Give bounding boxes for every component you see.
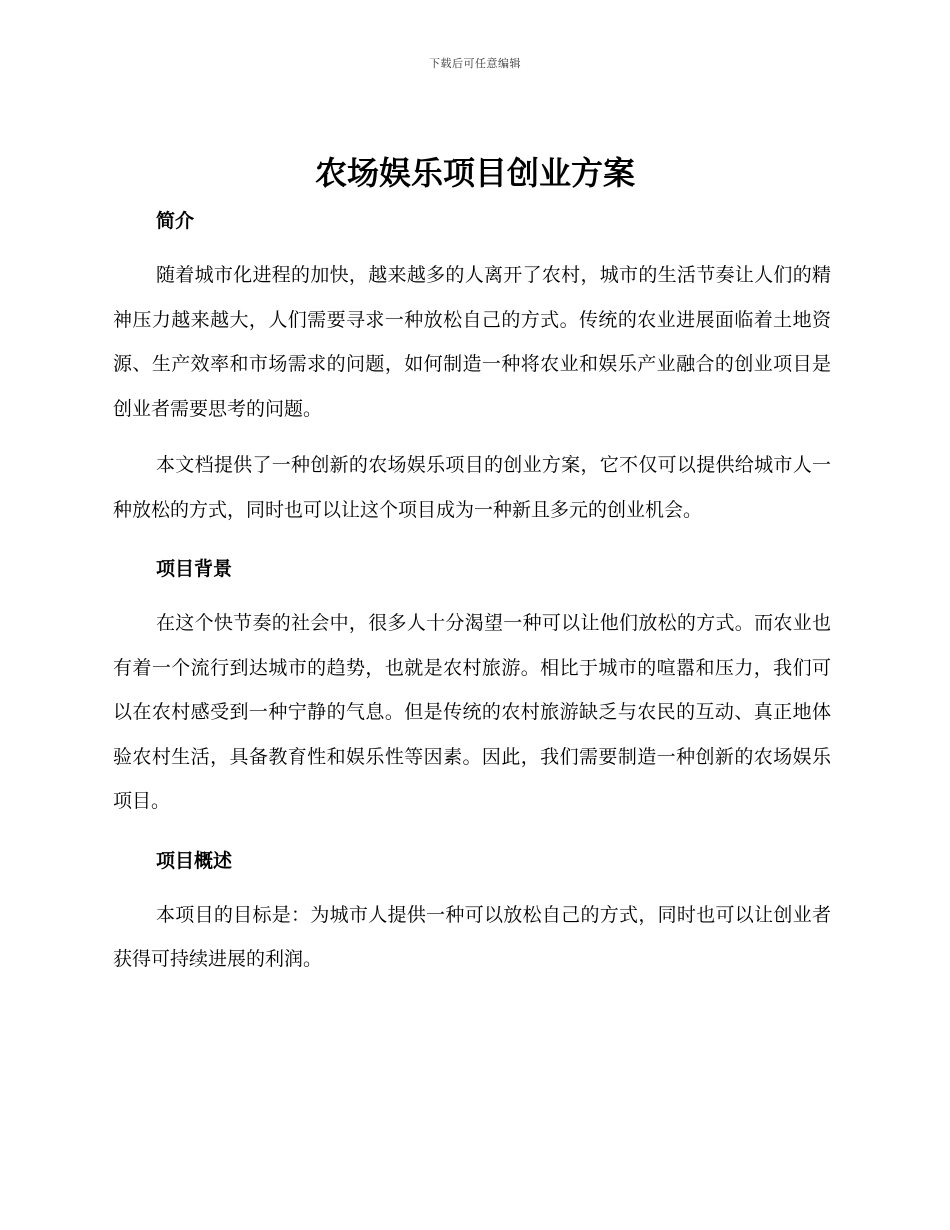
paragraph-intro-1: 随着城市化进程的加快，越来越多的人离开了农村，城市的生活节奏让人们的精神压力越来越大，人们需要寻求一种放松自己的方式。传统的农业进展面临着土地资源、生产效率和市场需求的问题，如何制造一种将农业和娱乐产业融合的创业项目是创业者需要思考的问题。 [113,264,831,420]
document-body [113,204,831,994]
section-heading-intro: 简介 [156,210,195,232]
paragraph-overview-1: 本项目的目标是：为城市人提供一种可以放松自己的方式，同时也可以让创业者获得可持续进展的利润。 [113,903,831,970]
section-heading-background: 项目背景 [156,558,233,580]
section-overview [113,844,831,982]
document-title: 农场娱乐项目创业方案 [314,154,635,192]
section-heading-overview: 项目概述 [156,849,233,872]
paragraph-intro-2: 本文档提供了一种创新的农场娱乐项目的创业方案，它不仅可以提供给城市人一种放松的方式，同时也可以让这个项目成为一种新且多元的创业机会。 [113,454,831,521]
section-background [113,552,831,824]
section-intro [113,204,831,532]
paragraph-background-1: 在这个快节奏的社会中，很多人十分渴望一种可以让他们放松的方式。而农业也有着一个流行到达城市的趋势，也就是农村旅游。相比于城市的喧嚣和压力，我们可以在农村感受到一种宁静的气息。但是传统的农村旅游缺乏与农民的互动、真正地体验农村生活，具备教育性和娱乐性等因素。因此，我们需要制造一种创新的农场娱乐项目。 [113,612,831,812]
page-header-note: 下载后可任意编辑 [429,57,521,70]
